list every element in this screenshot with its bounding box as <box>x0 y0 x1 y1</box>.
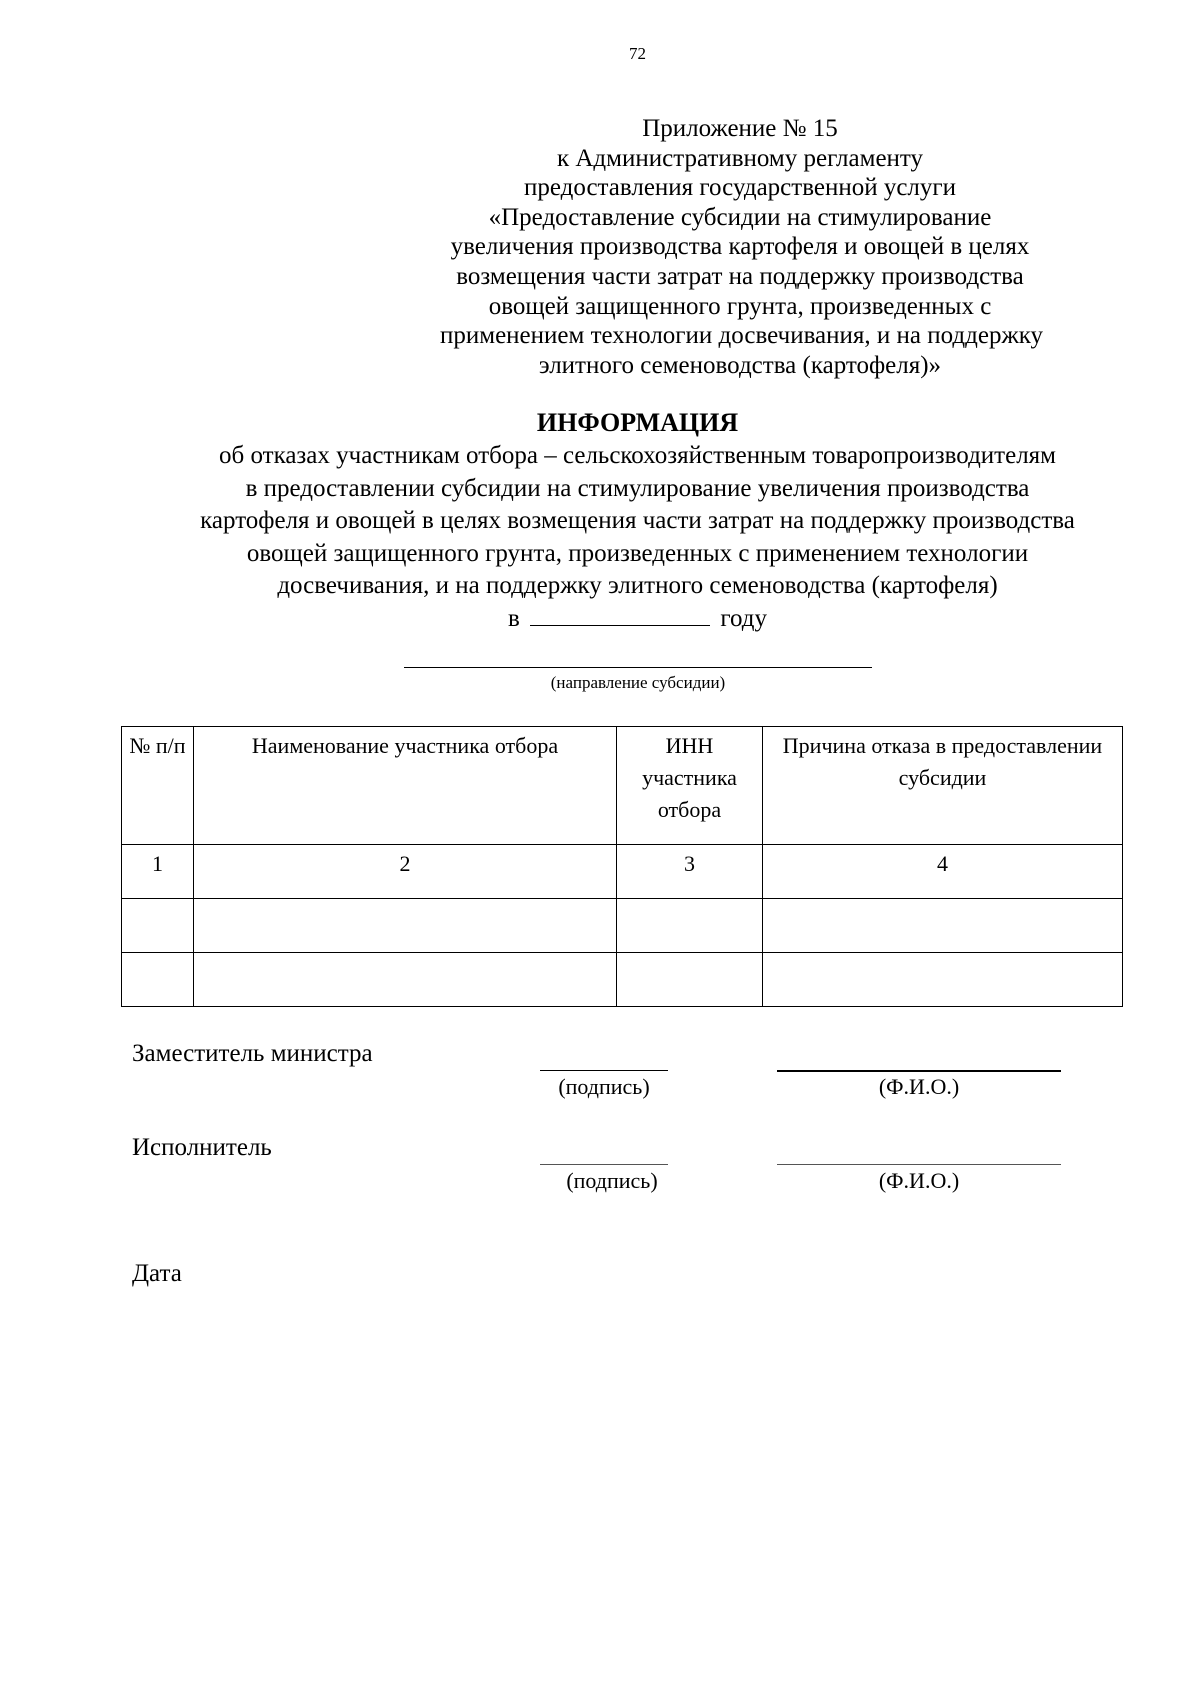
date-label: Дата <box>132 1260 182 1287</box>
appendix-line: возмещения части затрат на поддержку производства <box>456 262 1024 290</box>
table-number-row <box>122 845 1123 899</box>
page-number: 72 <box>629 44 646 63</box>
year-suffix: году <box>720 604 767 632</box>
year-blank-field[interactable] <box>530 603 710 626</box>
table-cell[interactable] <box>763 899 1123 953</box>
appendix-line: применением технологии досвечивания, и на поддержку <box>440 322 1044 350</box>
appendix-line: предоставления государственной услуги <box>523 174 957 202</box>
title-line: в предоставлении субсидии на стимулирование увеличения производства <box>245 474 1030 502</box>
appendix-block <box>440 114 1044 380</box>
appendix-line: увеличения производства картофеля и овощей в целях <box>450 233 1030 261</box>
deputy-minister-label: Заместитель министра <box>132 1040 373 1067</box>
deputy-signature-field[interactable] <box>540 1070 668 1071</box>
column-number: 3 <box>617 845 763 899</box>
deputy-signature-caption: (подпись) <box>558 1074 650 1099</box>
title-line: об отказах участникам отбора – сельскохозяйственным товаропроизводителям <box>219 442 1056 469</box>
table-header-row <box>122 727 1123 845</box>
table-cell[interactable] <box>122 899 194 953</box>
direction-blank-field[interactable] <box>404 667 872 668</box>
table-cell[interactable] <box>194 953 617 1007</box>
table-cell[interactable] <box>617 899 763 953</box>
column-header-reason: Причина отказа в предоставлении субсидии <box>763 727 1123 845</box>
table-row <box>122 953 1123 1007</box>
table-cell[interactable] <box>617 953 763 1007</box>
table-cell[interactable] <box>122 953 194 1007</box>
year-line <box>100 603 1175 636</box>
refusals-table <box>121 726 1123 1007</box>
appendix-line: Приложение № 15 <box>642 115 838 142</box>
column-number: 2 <box>194 845 617 899</box>
table-cell[interactable] <box>194 899 617 953</box>
title-line: картофеля и овощей в целях возмещения части затрат на поддержку производства <box>200 507 1075 534</box>
column-header-number: № п/п <box>122 727 194 845</box>
executor-label: Исполнитель <box>132 1134 272 1161</box>
column-header-inn: ИНН участника отбора <box>617 727 763 845</box>
column-number: 4 <box>763 845 1123 899</box>
column-header-name: Наименование участника отбора <box>194 727 617 845</box>
table-row <box>122 899 1123 953</box>
executor-signature-caption: (подпись) <box>566 1168 658 1193</box>
year-prefix: в <box>508 604 520 632</box>
appendix-line: овощей защищенного грунта, произведенных с <box>488 292 992 320</box>
appendix-line: к Административному регламенту <box>556 144 924 172</box>
executor-name-caption: (Ф.И.О.) <box>878 1168 960 1193</box>
column-number: 1 <box>122 845 194 899</box>
document-title-block <box>100 408 1175 635</box>
appendix-line: элитного семеноводства (картофеля)» <box>538 351 942 379</box>
deputy-name-field[interactable] <box>777 1070 1061 1072</box>
deputy-name-caption: (Ф.И.О.) <box>878 1074 960 1099</box>
title-line: овощей защищенного грунта, произведенных с применением технологии <box>246 539 1029 567</box>
executor-name-field[interactable] <box>777 1164 1061 1165</box>
appendix-line: «Предоставление субсидии на стимулирование <box>488 203 992 231</box>
table-cell[interactable] <box>763 953 1123 1007</box>
direction-caption: (направление субсидии) <box>550 673 726 692</box>
executor-signature-field[interactable] <box>540 1164 668 1165</box>
document-heading: ИНФОРМАЦИЯ <box>536 408 739 437</box>
title-line: досвечивания, и на поддержку элитного семеноводства (картофеля) <box>277 572 998 599</box>
